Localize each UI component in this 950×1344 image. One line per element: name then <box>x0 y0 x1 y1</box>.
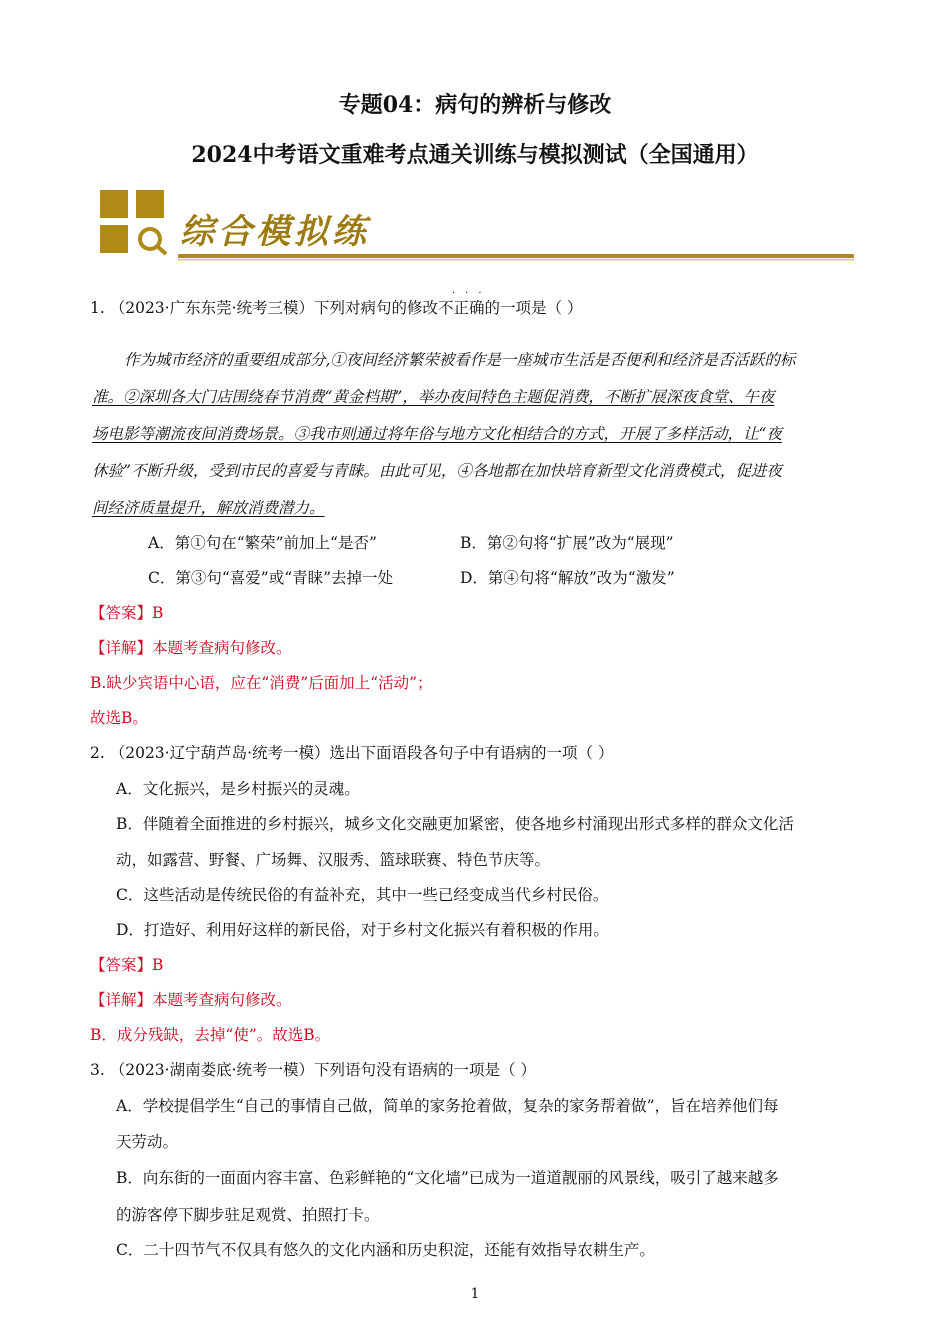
q2-option-b: B．伴随着全面推进的乡村振兴，城乡文化交融更加紧密，使各地乡村涌现出形式多样的群众文化活 <box>116 815 794 833</box>
q1-option-a: A．第①句在“繁荣”前加上“是否” <box>148 534 377 552</box>
q1-option-d: D．第④句将“解放”改为“激发” <box>460 569 675 587</box>
page-subtitle: 2024中考语文重难考点通关训练与模拟测试（全国通用） <box>191 142 759 168</box>
q1-passage-line: 休验”不断升级，受到市民的喜爱与青睐。由此可见，④各地都在加快培育新型文化消费模式，促进夜 <box>92 462 782 480</box>
q1-stem: 1. （2023·广东东莞·统考三模）下列对病句的修改不正确的一项是（ ） <box>90 299 583 317</box>
q3-option-c: C．二十四节气不仅具有悠久的文化内涵和历史积淀，还能有效指导农耕生产。 <box>116 1241 655 1259</box>
q3-option-a-cont: 天劳动。 <box>116 1133 179 1151</box>
banner-title: 综合模拟练 <box>180 212 370 252</box>
q1-passage-line: 场电影等潮流夜间消费场景。③我市则通过将年俗与地方文化相结合的方式，开展了多样活动，让“夜 <box>92 425 782 443</box>
q3-option-b: B．向东街的一面面内容丰富、色彩鲜艳的“文化墙”已成为一道道靓丽的风景线，吸引了越来越多 <box>116 1169 779 1187</box>
q3-stem: 3. （2023·湖南娄底·统考一模）下列语句没有语病的一项是（ ） <box>90 1061 536 1079</box>
q1-passage-line: 作为城市经济的重要组成部分,①夜间经济繁荣被看作是一座城市生活是否便利和经济是否活跃的标 <box>124 351 796 369</box>
q1-conclusion: 故选B。 <box>90 709 148 727</box>
q1-detail: 【详解】本题考查病句修改。 <box>90 639 292 657</box>
q2-option-c: C．这些活动是传统民俗的有益补充，其中一些已经变成当代乡村民俗。 <box>116 886 609 904</box>
q1-option-b: B．第②句将“扩展”改为“展现” <box>460 534 674 552</box>
q2-stem: 2. （2023·辽宁葫芦岛·统考一模）选出下面语段各句子中有语病的一项（ ） <box>90 744 614 762</box>
q1-option-c: C．第③句“喜爱”或“青睐”去掉一处 <box>148 569 394 587</box>
q1-passage-line: 间经济质量提升，解放消费潜力。 <box>92 499 325 517</box>
q2-explanation: B．成分残缺，去掉“使”。故选B。 <box>90 1026 331 1044</box>
q2-answer: 【答案】B <box>90 956 164 974</box>
q1-explanation: B.缺少宾语中心语，应在“消费”后面加上“活动”； <box>90 674 433 692</box>
emphasis-dots: ··· <box>452 288 492 299</box>
q2-option-b-cont: 动，如露营、野餐、广场舞、汉服秀、篮球联赛、特色节庆等。 <box>116 851 551 869</box>
page-number: 1 <box>470 1286 480 1302</box>
q2-option-d: D．打造好、利用好这样的新民俗，对于乡村文化振兴有着积极的作用。 <box>116 921 609 939</box>
section-banner <box>96 188 856 264</box>
page-title: 专题04：病句的辨析与修改 <box>338 92 612 118</box>
q2-option-a: A．文化振兴，是乡村振兴的灵魂。 <box>116 780 360 798</box>
q2-detail: 【详解】本题考查病句修改。 <box>90 991 292 1009</box>
q3-option-b-cont: 的游客停下脚步驻足观赏、拍照打卡。 <box>116 1206 380 1224</box>
q1-passage-line: 准。②深圳各大门店围绕春节消费“黄金档期”，举办夜间特色主题促消费，不断扩展深夜食堂、午夜 <box>92 388 775 406</box>
q1-answer: 【答案】B <box>90 604 164 622</box>
q3-option-a: A．学校提倡学生“自己的事情自己做，简单的家务抢着做，复杂的家务帮着做”，旨在培养他们每 <box>116 1097 779 1115</box>
